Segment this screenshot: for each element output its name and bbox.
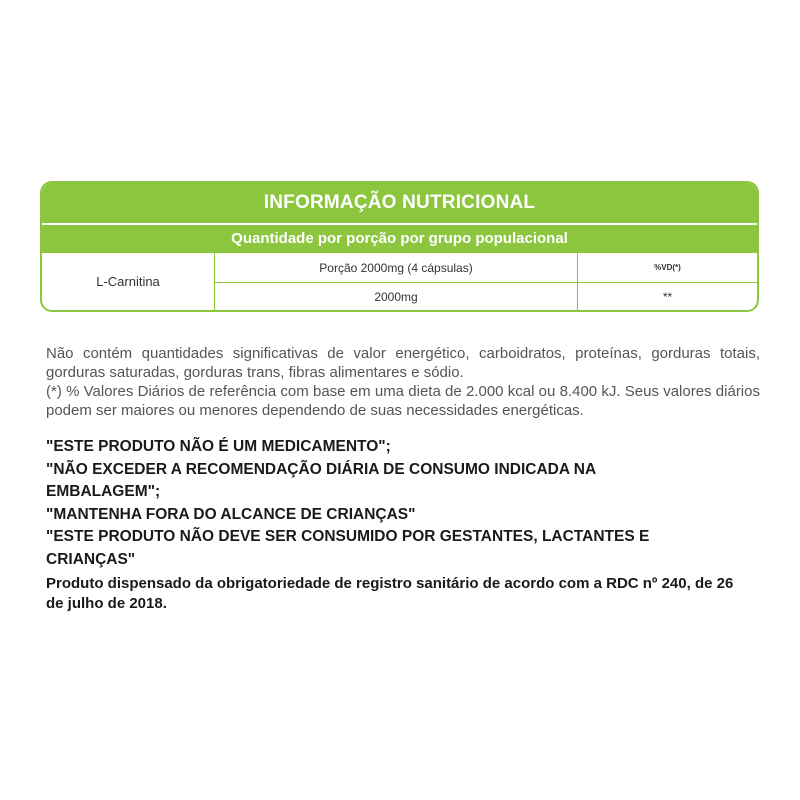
warning-item: "ESTE PRODUTO NÃO É UM MEDICAMENTO"; <box>46 438 391 455</box>
portion-value: 2000mg <box>374 290 418 304</box>
notes-line: Não contém quantidades significativas de valor energético, carboidratos, proteínas, gorduras totais, gorduras saturadas, gorduras trans, fibras alimentares e sódio. <box>46 345 760 381</box>
ingredient-name: L-Carnitina <box>96 274 160 289</box>
portion-header: Porção 2000mg (4 cápsulas) <box>319 261 473 275</box>
vd-value: ** <box>662 290 673 304</box>
warning-item: "NÃO EXCEDER A RECOMENDAÇÃO DIÁRIA DE CONSUMO INDICADA NA EMBALAGEM"; <box>46 460 596 500</box>
notes-line: (*) % Valores Diários de referência com base em uma dieta de 2.000 kcal ou 8.400 kJ. Seus valores diários podem ser maiores ou menores dependendo de suas necessidades energéticas. <box>46 383 760 419</box>
warning-item: "ESTE PRODUTO NÃO DEVE SER CONSUMIDO POR GESTANTES, LACTANTES E CRIANÇAS" <box>46 528 650 568</box>
nutrition-grid <box>42 253 757 310</box>
legal-notice: Produto dispensado da obrigatoriedade de registro sanitário de acordo com a RDC nº 240, de 26 de julho de 2018. <box>46 575 734 612</box>
nutrition-table-title: INFORMAÇÃO NUTRICIONAL <box>42 183 757 223</box>
vd-header: %VD(*) <box>654 263 681 272</box>
warning-list <box>46 436 760 571</box>
nutrition-table-subtitle: Quantidade por porção por grupo populacional <box>42 225 757 253</box>
nutrition-notes <box>46 344 760 420</box>
nutrition-table <box>40 181 759 312</box>
warning-item: "MANTENHA FORA DO ALCANCE DE CRIANÇAS" <box>46 505 416 523</box>
